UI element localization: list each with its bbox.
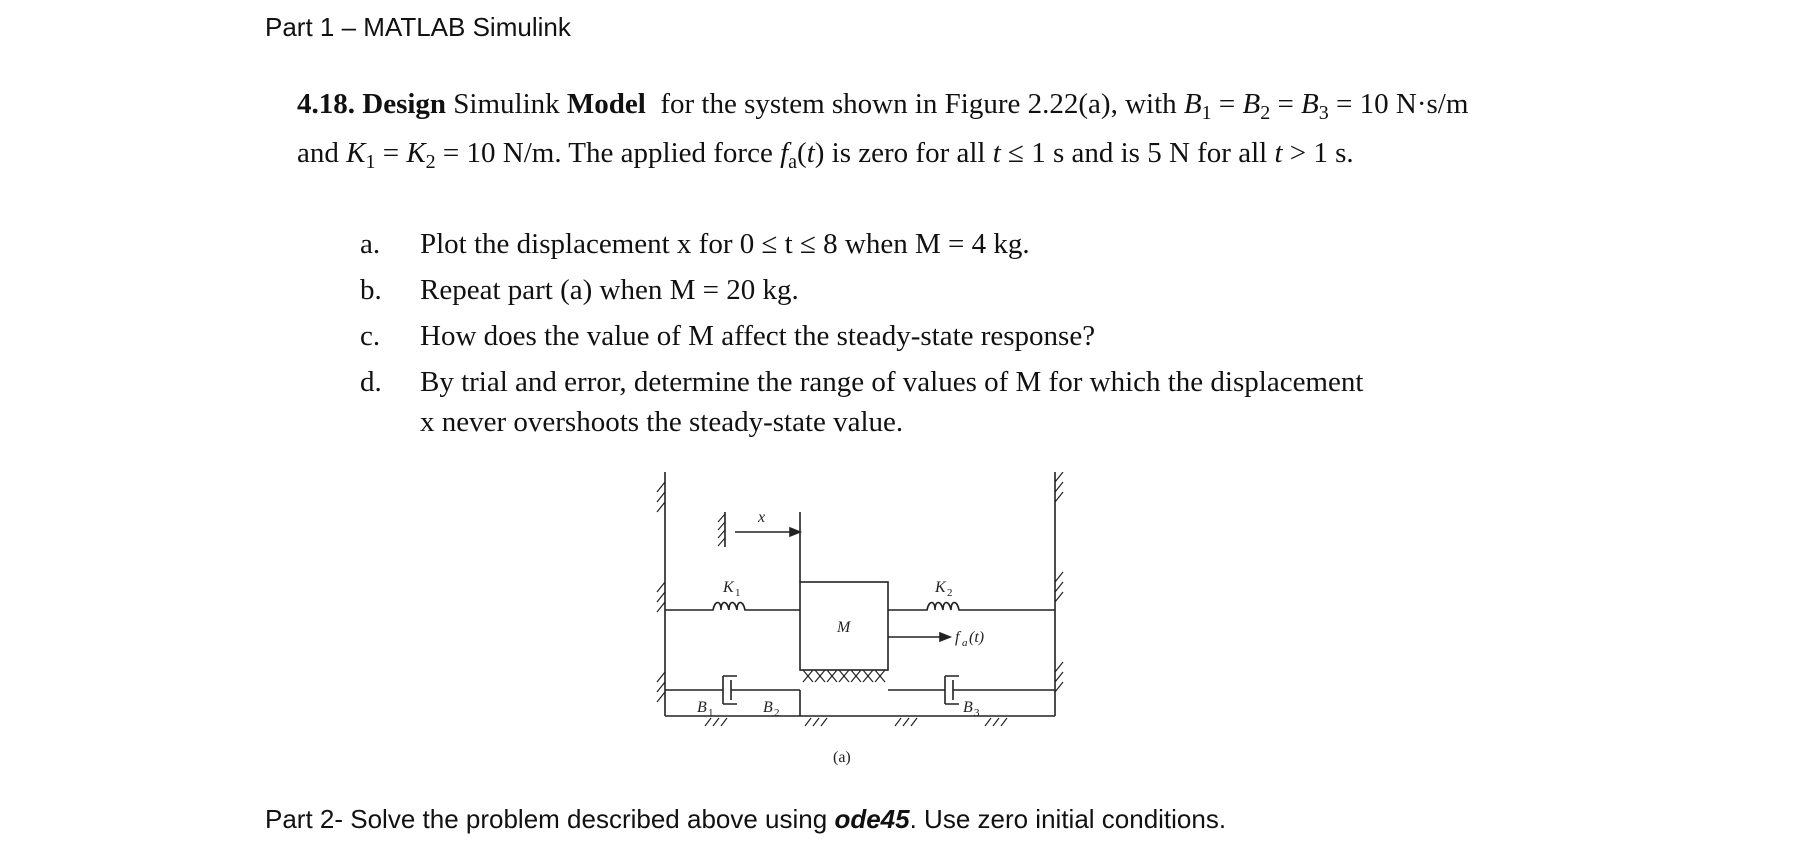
fig-caption: (a) (833, 749, 851, 766)
fig-b2-sub: 2 (774, 707, 780, 719)
part-a-label: a. (360, 228, 381, 260)
part-d (360, 362, 1510, 442)
fig-force-label: f (955, 629, 960, 646)
problem-number: 4.18. (297, 88, 355, 120)
part-d-label: d. (360, 366, 382, 398)
fig-b2-label: B (763, 699, 773, 716)
part-c-text: How does the value of M affect the steady-state response? (420, 320, 1096, 352)
problem-force-cond3: 5 N for all (1147, 137, 1268, 169)
part-a (360, 224, 1030, 264)
fig-k2-sub: 2 (947, 587, 953, 599)
part-c-label: c. (360, 320, 381, 352)
fig-force-arg: (t) (969, 629, 985, 646)
fig-k1-sub: 1 (735, 587, 741, 599)
fig-k1-label: K (723, 579, 734, 596)
part2-ode45: ode45 (834, 804, 910, 834)
problem-simulink-word: Simulink (453, 88, 560, 120)
right-wall-hatch (1055, 472, 1063, 692)
fig-b1-sub: 1 (708, 707, 714, 719)
part2-instructions (265, 804, 1226, 835)
left-wall-hatch (657, 482, 665, 702)
problem-b-values: = 10 N·s/m and (297, 88, 1469, 169)
fig-b3-sub: 3 (974, 707, 980, 719)
part-b-label: b. (360, 274, 382, 306)
problem-force-cond2: ≤ 1 s and is (1008, 137, 1140, 169)
fig-mass-label: M (837, 619, 851, 636)
problem-force-cond1: is zero for all (831, 137, 986, 169)
part2-text-before: Part 2- Solve the problem described above using (265, 804, 835, 834)
ground-hatch (705, 718, 1007, 726)
x-arrowhead (790, 528, 800, 536)
fig-x-label: x (758, 509, 766, 526)
fig-k2-label: K (935, 579, 946, 596)
part-c (360, 316, 1095, 356)
part-b-text: Repeat part (a) when M = 20 kg. (420, 274, 799, 306)
force-arrowhead (940, 633, 950, 641)
part-b (360, 270, 799, 310)
part-a-text: Plot the displacement x for 0 ≤ t ≤ 8 when M = 4 kg. (420, 228, 1030, 260)
mass-rollers (803, 670, 885, 682)
part-d-text: By trial and error, determine the range of values of M for which the displacement (420, 366, 1364, 398)
problem-k-values: = 10 N/m. The applied force (442, 137, 773, 169)
fig-b3-label: B (963, 699, 973, 716)
part-d-text-cont: x never overshoots the steady-state value. (420, 406, 904, 438)
fig-force-sub: a (962, 637, 968, 649)
problem-line1: for the system shown in Figure 2.22(a), with (660, 88, 1177, 120)
problem-force-cond4: > 1 s. (1289, 137, 1354, 169)
problem-statement: 4.18. Design Simulink Model for the system shown in Figure 2.22(a), with $B_1 = B_2 = B_3 = 10$ N·s/m and $K_1 = K_2 = 10$ N/m. The applied force $f_a(t)$ is zero for all t ≤ 1 s and is 5 N for all t > 1 s. (297, 88, 1469, 173)
part1-heading: Part 1 – MATLAB Simulink (265, 12, 571, 42)
mechanical-system-figure (645, 472, 1085, 772)
problem-model-word: Model (566, 88, 646, 120)
spring-k1 (665, 603, 800, 611)
problem-design-word: Design (362, 88, 447, 120)
fig-b1-label: B (697, 699, 707, 716)
spring-k2 (888, 603, 1055, 611)
part2-text-after: . Use zero initial conditions. (909, 804, 1227, 834)
